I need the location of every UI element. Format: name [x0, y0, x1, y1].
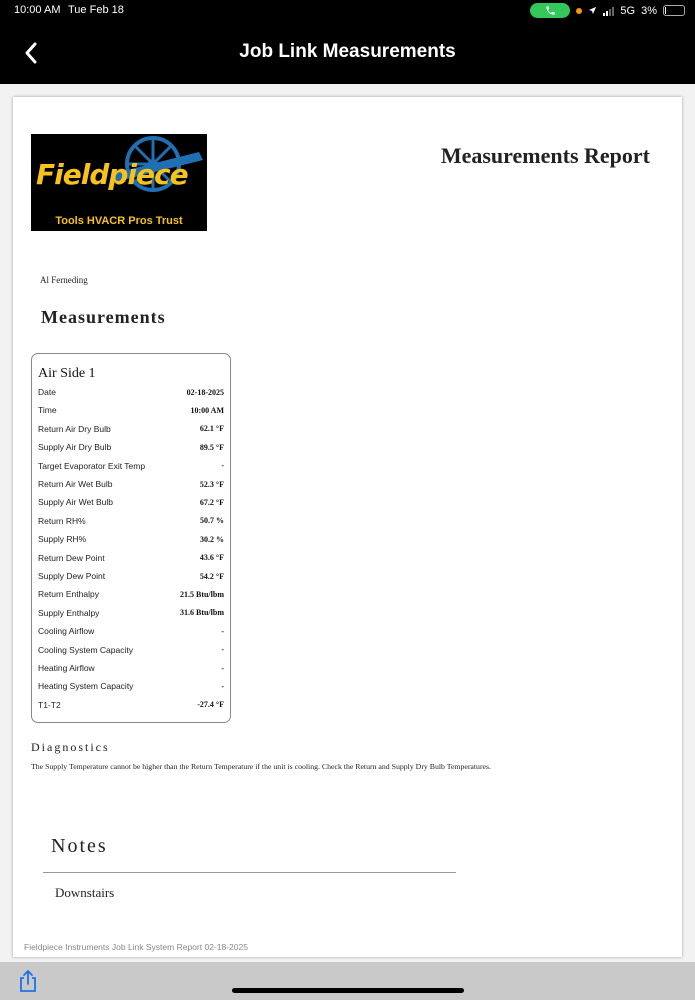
measurement-value: 43.6 °F [199, 553, 224, 563]
measurement-label: T1-T2 [38, 699, 61, 710]
status-date: Tue Feb 18 [68, 4, 124, 16]
measurement-label: Return Dew Point [38, 552, 105, 563]
measurement-value: - [221, 626, 224, 636]
measurement-label: Return RH% [38, 515, 86, 526]
measurement-row [38, 420, 224, 438]
share-button[interactable] [17, 969, 39, 993]
phone-icon [545, 5, 556, 16]
bottom-toolbar [0, 962, 695, 1000]
measurement-row [38, 659, 224, 677]
measurement-row [38, 530, 224, 548]
status-indicators [530, 3, 685, 18]
measurement-label: Supply Air Wet Bulb [38, 497, 113, 508]
measurement-value: 02-18-2025 [186, 387, 224, 397]
measurement-value: 31.6 Btu/lbm [179, 608, 224, 618]
notes-heading: Notes [51, 835, 108, 857]
measurement-label: Cooling Airflow [38, 626, 95, 637]
home-indicator[interactable] [232, 988, 464, 993]
measurement-row [38, 438, 224, 456]
battery-icon [663, 5, 685, 16]
measurement-row [38, 493, 224, 511]
measurement-label: Heating Airflow [38, 663, 95, 673]
measurement-row [38, 677, 224, 695]
measurement-value: 52.3 °F [199, 479, 224, 489]
measurement-label: Supply Enthalpy [38, 607, 100, 618]
measurement-row [38, 604, 224, 622]
measurement-row [38, 641, 224, 659]
notes-text: Downstairs [55, 885, 115, 900]
report-footer: Fieldpiece Instruments Job Link System Report 02-18-2025 [24, 942, 248, 952]
measurement-value: 89.5 °F [199, 442, 224, 452]
measurement-value: 67.2 °F [199, 497, 224, 507]
diagnostics-heading: Diagnostics [31, 740, 110, 754]
measurements-heading: Measurements [41, 307, 166, 327]
measurement-value: - [221, 663, 224, 673]
measurement-row [38, 383, 224, 401]
call-pill[interactable] [530, 3, 570, 18]
report-document [13, 97, 682, 957]
measurement-label: Supply Air Dry Bulb [38, 442, 112, 453]
measurement-row [38, 622, 224, 640]
measurement-label: Cooling System Capacity [38, 644, 133, 655]
share-icon [17, 969, 39, 993]
measurement-label: Return Air Dry Bulb [38, 423, 111, 434]
status-bar [0, 0, 695, 22]
network-label: 5G [620, 4, 636, 17]
card-title: Air Side 1 [38, 366, 96, 381]
measurement-row [38, 475, 224, 493]
measurement-row [38, 567, 224, 585]
logo-tagline: Tools HVACR Pros Trust [55, 215, 183, 227]
measurement-label: Date [38, 387, 56, 397]
measurement-row [38, 549, 224, 567]
measurement-label: Supply Dew Point [38, 571, 106, 581]
diagnostics-text: The Supply Temperature cannot be higher than the Return Temperature if the unit is cooling. Check the Return and Supply Dry Bulb Temperatures. [31, 762, 491, 771]
measurement-value: 10:00 AM [190, 405, 224, 415]
fieldpiece-logo [31, 134, 207, 231]
measurement-label: Heating System Capacity [38, 681, 134, 692]
measurement-label: Target Evaporator Exit Temp [38, 460, 146, 471]
user-name: Al Ferneding [40, 275, 88, 285]
report-title: Measurements Report [440, 143, 650, 168]
measurement-row [38, 696, 224, 714]
measurement-row [38, 512, 224, 530]
report-viewer[interactable] [0, 84, 695, 962]
measurement-value: 54.2 °F [199, 571, 224, 581]
signal-icon [603, 6, 614, 16]
measurement-card [31, 353, 231, 723]
measurement-label: Return Air Wet Bulb [38, 479, 113, 489]
logo-wordmark: Fieldpiece [36, 158, 188, 191]
measurement-value: 50.7 % [200, 516, 224, 526]
measurement-value: - [221, 645, 224, 655]
measurement-value: - [221, 461, 224, 471]
status-time: 10:00 AM [14, 4, 61, 16]
battery-label: 3% [641, 4, 657, 17]
measurement-value: - [221, 681, 224, 691]
measurement-row [38, 585, 224, 603]
measurement-value: 30.2 % [200, 534, 224, 544]
page-title: Job Link Measurements [239, 41, 456, 62]
measurement-value: 21.5 Btu/lbm [179, 589, 224, 599]
measurement-label: Time [38, 405, 57, 416]
measurement-label: Return Enthalpy [38, 589, 99, 600]
location-arrow-icon [588, 6, 597, 15]
notes-divider [43, 872, 456, 873]
measurement-value: -27.4 °F [197, 700, 224, 710]
nav-bar [0, 22, 695, 84]
measurement-row [38, 457, 224, 475]
recording-dot-icon [576, 8, 582, 14]
measurement-row [38, 401, 224, 419]
measurement-label: Supply RH% [38, 534, 87, 545]
measurement-value: 62.1 °F [199, 424, 224, 434]
